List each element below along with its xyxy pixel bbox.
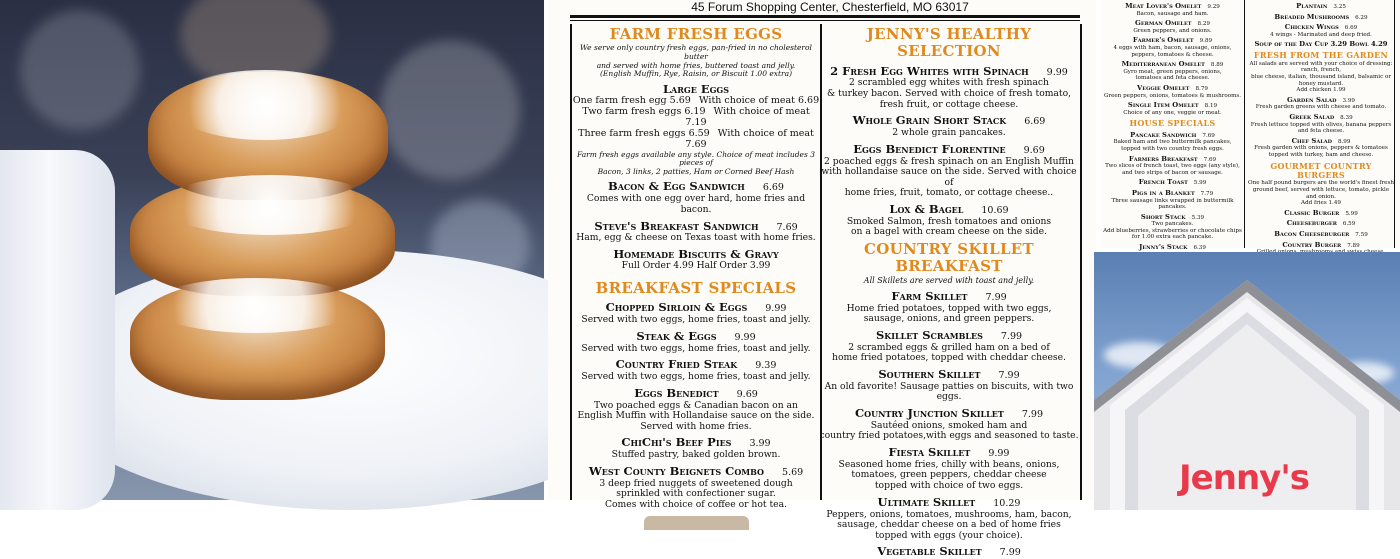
- menu-item-title: Eggs Benedict Florentine: [853, 141, 1006, 156]
- farm-fresh-intro-2: and served with home fries, buttered toast and jelly.: [596, 60, 796, 70]
- healthy-items: [818, 65, 1080, 238]
- menu-item-description: Green peppers, onions, tomatoes & mushrooms.: [1103, 92, 1242, 99]
- beignet-photo: [0, 0, 544, 500]
- menu-item-price: 6.59: [1342, 221, 1356, 228]
- menu-item-title: Classic Burger: [1284, 208, 1340, 217]
- menu-item-description: Choice of any one, veggie or meat.: [1123, 109, 1222, 116]
- menu-item-title: Breaded Mushrooms: [1274, 12, 1350, 21]
- menu-item-description: Fresh lettuce topped with olives, banana peppers: [1250, 121, 1392, 128]
- menu-item-name: [818, 496, 1080, 510]
- menu-item-name: [1248, 230, 1394, 239]
- menu-item-description: Green peppers, and onions.: [1133, 27, 1212, 34]
- menu-item-name: [1101, 155, 1244, 164]
- menu-item-description: country fried potatoes,with eggs and seasoned to taste.: [819, 430, 1079, 442]
- section-title-skillet: COUNTRY SKILLET BREAKFAST: [864, 239, 1034, 276]
- menu-item-title: Vegetable Skillet: [877, 544, 982, 559]
- menu-item-title: Farm Skillet: [891, 288, 968, 303]
- menu-item-description: Served with two eggs, home fries, toast and jelly.: [581, 342, 811, 354]
- menu-item-price: 9.89: [1199, 38, 1213, 45]
- menu-item-price: 8.99: [1337, 138, 1351, 145]
- menu-item-name: [1248, 219, 1394, 228]
- menu-item-name: [818, 290, 1080, 304]
- menu-item-description: Ham, egg & cheese on Texas toast with home fries.: [576, 232, 816, 244]
- specials-items: [572, 301, 820, 510]
- menu-item-name: [1248, 209, 1394, 218]
- menu-item-name: [1101, 84, 1244, 93]
- menu-item-title: Steve's Breakfast Sandwich: [594, 218, 759, 233]
- storefront-photo: [1094, 252, 1400, 500]
- menu-item-title: Country Junction Skillet: [854, 405, 1004, 420]
- egg-row-meat-label: With choice of meat: [698, 94, 795, 106]
- menu-item-price: 7.99: [1000, 330, 1023, 342]
- menu-item-description: Gyro meat, green peppers, onions,: [1123, 68, 1222, 75]
- menu-item-title: Country Fried Steak: [615, 357, 738, 372]
- menu-item-price: 7.79: [1200, 190, 1214, 197]
- menu-item-price: 6.69: [762, 182, 784, 194]
- header-rule-thin: [570, 20, 1080, 21]
- menu-item-title: Jenny's Stack: [1139, 243, 1188, 252]
- menu-item-price: 9.69: [1023, 144, 1045, 156]
- large-eggs-heading: Large Eggs: [662, 81, 730, 96]
- menu-item-price: 6.69: [1344, 25, 1358, 32]
- menu-item-description: Sautéed onions, smoked ham and: [870, 419, 1028, 431]
- beignet-thumbnail: [644, 516, 749, 530]
- menu-item-description: Add blueberries, strawberries or chocolate chips: [1103, 227, 1242, 234]
- menu-item-price: 6.29: [1355, 14, 1368, 21]
- menu-item-price: 7.59: [1355, 231, 1368, 238]
- menu-item-description: topped with turkey, ham and cheese.: [1268, 151, 1374, 158]
- menu-item-description: sprinkled with confectioner sugar.: [616, 488, 776, 500]
- menu-item-price: 7.89: [1347, 242, 1360, 249]
- menu-item-description: 4 eggs with ham, bacon, sausage, onions,: [1113, 44, 1232, 51]
- menu-item-price: 3.25: [1333, 4, 1346, 10]
- menu-item-description: 2 scrambed eggs & grilled ham on a bed of: [848, 341, 1050, 353]
- egg-row-meat-price: 7.19: [685, 116, 707, 128]
- menu-item-description: Three sausage links wrapped in buttermilk pancakes.: [1111, 197, 1234, 211]
- menu-item-description: tomatoes, green peppers, cheddar cheese: [851, 469, 1047, 481]
- large-eggs-table: [572, 96, 820, 151]
- menu-item-title: Cheeseburger: [1286, 219, 1337, 228]
- menu-item-title: Soup of the Day Cup 3.29 Bowl 4.29: [1254, 40, 1388, 49]
- menu-item-name: [1101, 19, 1244, 28]
- section-title-farm-fresh: FARM FRESH EGGS: [609, 25, 783, 43]
- menu-item-description: Fresh garden greens with cheese and tomato.: [1255, 104, 1387, 111]
- menu-item-price: 7.69: [1202, 132, 1215, 139]
- menu-item-name: [572, 358, 820, 372]
- menu-item-name: [572, 180, 820, 194]
- farm-fresh-intro-3: (English Muffin, Rye, Raisin, or Biscuit 1.00 extra): [599, 69, 793, 79]
- menu-item-description: 2 poached eggs & fresh spinach on an English Muffin: [824, 155, 1074, 167]
- menu-item-description: English Muffin with Hollandaise sauce on the side.: [577, 410, 815, 422]
- menu-item-description: Baked ham and two buttermilk pancakes,: [1113, 139, 1232, 146]
- menu-item-name: [1101, 2, 1244, 11]
- menu-item-description: on a bagel with cream cheese on the side.: [851, 226, 1047, 238]
- menu-item-name: [572, 465, 820, 479]
- menu-item-price: 7.99: [985, 291, 1007, 303]
- menu-item-title: Veggie Omelet: [1137, 83, 1190, 92]
- menu-item-name: [572, 220, 820, 234]
- menu-item-name: [1248, 13, 1394, 22]
- menu-item-title: Eggs Benedict: [634, 385, 719, 400]
- menu-item-title: Garden Salad: [1287, 95, 1337, 104]
- egg-row-meat-price: 6.69: [797, 94, 820, 106]
- menu-item-description: blue cheese, italian, thousand island, balsamic or honey mustard.: [1250, 74, 1392, 87]
- menu-item-price: 3.99: [749, 438, 771, 450]
- menu-item-price: 7.99: [998, 369, 1020, 381]
- menu-item-name: [572, 330, 820, 344]
- menu-item-description: for 1.00 extra each pancake.: [1131, 234, 1214, 241]
- menu-item-price: 5.69: [782, 466, 804, 478]
- menu-item-title: Plantain: [1296, 2, 1328, 10]
- farm-fresh-note-2: Bacon, 3 links, 2 patties, Ham or Corned Beef Hash: [597, 166, 795, 176]
- menu-item-title: Chef Salad: [1291, 136, 1332, 145]
- menu-item-price: 9.99: [988, 447, 1010, 459]
- menu-item-name: [818, 203, 1080, 217]
- section-title: FRESH FROM THE GARDEN: [1253, 50, 1389, 61]
- menu-item-price: 6.39: [1193, 245, 1206, 252]
- menu-item-name: [1101, 60, 1244, 69]
- lunch-menu-left-column: [1101, 0, 1245, 252]
- menu-item-description: Two pancakes.: [1151, 221, 1194, 228]
- menu-item-description: Two slices of french toast, two eggs (any style),: [1105, 163, 1240, 170]
- menu-left-column: [570, 24, 822, 510]
- header-rule: [570, 15, 1080, 18]
- breakfast-menu: [548, 0, 1096, 559]
- menu-item-name: [818, 545, 1080, 559]
- menu-item-name: [1248, 113, 1394, 122]
- menu-item-description: One half pound burgers are the world's finest fresh: [1248, 180, 1394, 187]
- egg-row-meat-label: With choice of meat: [713, 105, 810, 117]
- menu-item-price: 6.69: [1024, 116, 1046, 128]
- menu-item-name: [818, 407, 1080, 421]
- menu-item-price: 3.99: [1342, 97, 1355, 104]
- menu-item-description: home fries, fruit, tomato, or cottage cheese..: [844, 187, 1054, 199]
- farm-fresh-note-1: Farm fresh eggs available any style. Choice of meat includes 3 pieces of: [577, 149, 815, 168]
- menu-item-title: Chicken Wings: [1284, 23, 1339, 32]
- menu-item-description: Comes with one egg over hard, home fries and bacon.: [586, 193, 806, 215]
- menu-item-name: [1101, 131, 1244, 140]
- menu-item-title: Pancake Sandwich: [1130, 130, 1197, 139]
- menu-item-name: [1101, 36, 1244, 45]
- menu-item-description: Peppers, onions, tomatoes, mushrooms, ham, bacon,: [826, 508, 1072, 520]
- menu-item-title: Pigs in a Blanket: [1131, 188, 1195, 197]
- menu-item-name: [1101, 213, 1244, 222]
- menu-item-title: ChiChi's Beef Pies: [621, 435, 732, 450]
- menu-item-title: Skillet Scrambles: [875, 327, 983, 342]
- menu-item-description: All salads are served with your choice of dressing: ranch, french,: [1249, 60, 1393, 74]
- menu-item-title: Whole Grain Short Stack: [852, 113, 1007, 128]
- menu-item-description: sausage, cheddar cheese on a bed of home fries: [837, 519, 1061, 531]
- menu-item-name: [572, 387, 820, 401]
- menu-item-price: 10.69: [981, 204, 1009, 216]
- menu-item-title: Farmer's Omelet: [1132, 36, 1194, 45]
- menu-item-price: 8.39: [1340, 114, 1353, 121]
- menu-item-title: Southern Skillet: [878, 366, 981, 381]
- menu-item-name: [1248, 23, 1394, 32]
- menu-item-description: 2 whole grain pancakes.: [892, 127, 1006, 139]
- menu-item-price: 7.69: [1203, 156, 1217, 163]
- menu-item-description: Served with two eggs, home fries, toast and jelly.: [581, 314, 811, 325]
- menu-item-description: topped with choice of two eggs.: [874, 480, 1024, 492]
- egg-price-row: [572, 107, 820, 129]
- egg-row-meat-label: With choice of meat: [717, 127, 814, 139]
- menu-item-description: Two poached eggs & Canadian bacon on an: [594, 399, 798, 411]
- menu-item-title: French Toast: [1138, 178, 1188, 187]
- menu-item-description: Served with home fries.: [640, 420, 752, 432]
- menu-item-price: 8.89: [1210, 62, 1224, 69]
- menu-right-column: [818, 24, 1082, 559]
- menu-item-title: Homemade Biscuits & Gravy: [613, 247, 779, 262]
- coffee-cup: [0, 150, 115, 510]
- menu-item-name: [1248, 2, 1394, 11]
- egg-row-price: 5.69: [669, 94, 691, 106]
- menu-item-description: topped with eggs (your choice).: [875, 529, 1023, 541]
- menu-item-name: [572, 301, 820, 315]
- section-title: HOUSE SPECIALS: [1129, 118, 1216, 129]
- farm-fresh-intro-1: We serve only country fresh eggs, pan-fried in no cholesterol butter: [580, 43, 812, 61]
- menu-item-title: Meat Lover's Omelet: [1125, 2, 1202, 10]
- menu-item-title: Bacon Cheeseburger: [1274, 229, 1350, 238]
- menu-item-price: 8.79: [1195, 85, 1208, 92]
- menu-item-description: Full Order 4.99 Half Order 3.99: [621, 260, 771, 272]
- restaurant-address: 45 Forum Shopping Center, Chesterfield, MO 63017: [691, 0, 969, 14]
- menu-item-description: An old favorite! Sausage patties on biscuits, with two eggs.: [824, 380, 1074, 403]
- menu-item-description: Comes with choice of coffee or hot tea.: [605, 498, 787, 510]
- menu-item-description: 3 deep fried nuggets of sweetened dough: [599, 477, 793, 489]
- menu-item-description: Seasoned home fries, chilly with beans, onions,: [838, 458, 1060, 470]
- menu-item-description: Bacon, sausage and ham.: [1136, 10, 1209, 17]
- menu-item-name: [572, 436, 820, 450]
- menu-item-name: [1101, 178, 1244, 187]
- menu-item-description: Add fries 1.49: [1301, 200, 1341, 207]
- menu-item-description: 4 wings - Marinated and deep fried.: [1270, 31, 1372, 38]
- lunch-menu: [1101, 0, 1400, 252]
- menu-item-name: [818, 368, 1080, 382]
- menu-item-price: 9.99: [734, 331, 756, 343]
- menu-item-title: Ultimate Skillet: [877, 494, 976, 509]
- menu-item-description: Served with two eggs, home fries, toast and jelly.: [581, 371, 811, 382]
- menu-item-title: Single Item Omelet: [1127, 101, 1199, 110]
- egg-row-price: 6.59: [688, 127, 710, 139]
- menu-item-name: [818, 114, 1080, 128]
- egg-row-label: Two farm fresh eggs: [582, 105, 682, 117]
- egg-row-label: One farm fresh egg: [572, 94, 667, 106]
- farm-fresh-items: [572, 180, 820, 271]
- egg-price-row: [572, 129, 820, 151]
- menu-item-title: German Omelet: [1135, 19, 1192, 28]
- menu-item-title: Mediterranean Omelet: [1121, 60, 1205, 69]
- menu-item-description: Fresh garden with onions, peppers & tomatoes: [1254, 145, 1388, 152]
- menu-item-description: with hollandaise sauce on the side. Served with choice of: [821, 166, 1077, 188]
- menu-item-description: Add chicken 1.99: [1296, 87, 1346, 94]
- menu-item-title: 2 Fresh Egg Whites with Spinach: [830, 63, 1029, 78]
- menu-item-description: home fried potatoes, topped with cheddar cheese.: [832, 352, 1066, 364]
- menu-item-name: [1248, 96, 1394, 105]
- menu-item-name: [1101, 243, 1244, 252]
- menu-item-name: [1248, 40, 1394, 48]
- menu-item-name: [1248, 241, 1394, 250]
- menu-item-description: and two strips of bacon or sausage.: [1122, 169, 1223, 176]
- menu-item-title: Greek Salad: [1289, 112, 1335, 121]
- menu-item-title: West County Beignets Combo: [588, 463, 765, 478]
- skillet-items: [818, 290, 1080, 559]
- section-title-specials: BREAKFAST SPECIALS: [595, 278, 797, 297]
- menu-item-description: Smoked Salmon, fresh tomatoes and onions: [846, 215, 1052, 227]
- egg-row-label: Three farm fresh eggs: [578, 127, 686, 139]
- section-title: GOURMET COUNTRY BURGERS: [1270, 160, 1372, 180]
- menu-item-price: 9.29: [1207, 4, 1220, 10]
- menu-item-price: 7.69: [776, 221, 798, 233]
- menu-item-description: & turkey bacon. Served with choice of fresh tomato,: [826, 88, 1072, 99]
- menu-item-price: 7.99: [999, 547, 1021, 559]
- menu-item-title: Bacon & Egg Sandwich: [608, 179, 745, 194]
- menu-item-title: Fiesta Skillet: [888, 444, 971, 459]
- menu-item-description: tomatoes and feta cheese.: [1135, 75, 1210, 82]
- menu-item-description: sausage, onions, and green peppers.: [863, 313, 1035, 325]
- menu-item-price: 9.99: [765, 303, 787, 315]
- menu-item-title: Steak & Eggs: [636, 328, 717, 343]
- menu-item-description: Home fried potatoes, topped with two eggs,: [846, 302, 1052, 314]
- menu-item-description: fresh fruit, or cottage cheese.: [879, 98, 1019, 110]
- egg-row-meat-price: 7.69: [685, 138, 707, 150]
- menu-item-price: 9.69: [736, 388, 758, 400]
- menu-item-price: 5.99: [1345, 210, 1358, 217]
- menu-item-description: Stuffed pastry, baked golden brown.: [611, 449, 781, 461]
- menu-item-description: and feta cheese.: [1297, 128, 1345, 135]
- menu-item-price: 8.19: [1204, 103, 1218, 110]
- menu-item-name: [1101, 189, 1244, 198]
- menu-item-price: 5.99: [1193, 180, 1207, 187]
- lunch-menu-right-column: [1248, 0, 1395, 248]
- menu-item-title: Short Stack: [1140, 212, 1186, 221]
- menu-item-name: [1101, 101, 1244, 110]
- menu-item-price: 7.99: [1021, 408, 1043, 420]
- menu-item-name: [818, 65, 1080, 79]
- menu-item-description: ground beef, served with lettuce, tomato, pickle and onion.: [1252, 187, 1390, 200]
- menu-item-name: [818, 446, 1080, 460]
- section-title-healthy: JENNY'S HEALTHY SELECTION: [866, 25, 1032, 61]
- menu-item-description: 2 scrambled egg whites with fresh spinach: [849, 77, 1049, 89]
- menu-item-price: 9.39: [755, 360, 777, 372]
- menu-item-price: 8.29: [1197, 21, 1210, 28]
- menu-item-price: 5.39: [1191, 214, 1205, 221]
- store-sign: Jenny's: [1179, 458, 1309, 498]
- menu-item-title: Lox & Bagel: [889, 201, 964, 216]
- skillet-intro: All Skillets are served with toast and jelly.: [863, 276, 1035, 286]
- egg-row-price: 6.19: [684, 105, 706, 117]
- menu-item-title: Farmers Breakfast: [1128, 154, 1198, 163]
- menu-item-name: [818, 329, 1080, 343]
- menu-item-title: Country Burger: [1282, 240, 1342, 249]
- menu-item-name: [1248, 137, 1394, 146]
- menu-item-price: 10.29: [993, 497, 1021, 509]
- menu-item-description: peppers, tomatoes & cheese.: [1131, 51, 1214, 58]
- menu-item-name: [818, 143, 1080, 157]
- menu-item-description: topped with two country fresh eggs.: [1121, 145, 1224, 152]
- menu-item-title: Chopped Sirloin & Eggs: [605, 300, 748, 315]
- menu-item-price: 9.99: [1046, 66, 1068, 78]
